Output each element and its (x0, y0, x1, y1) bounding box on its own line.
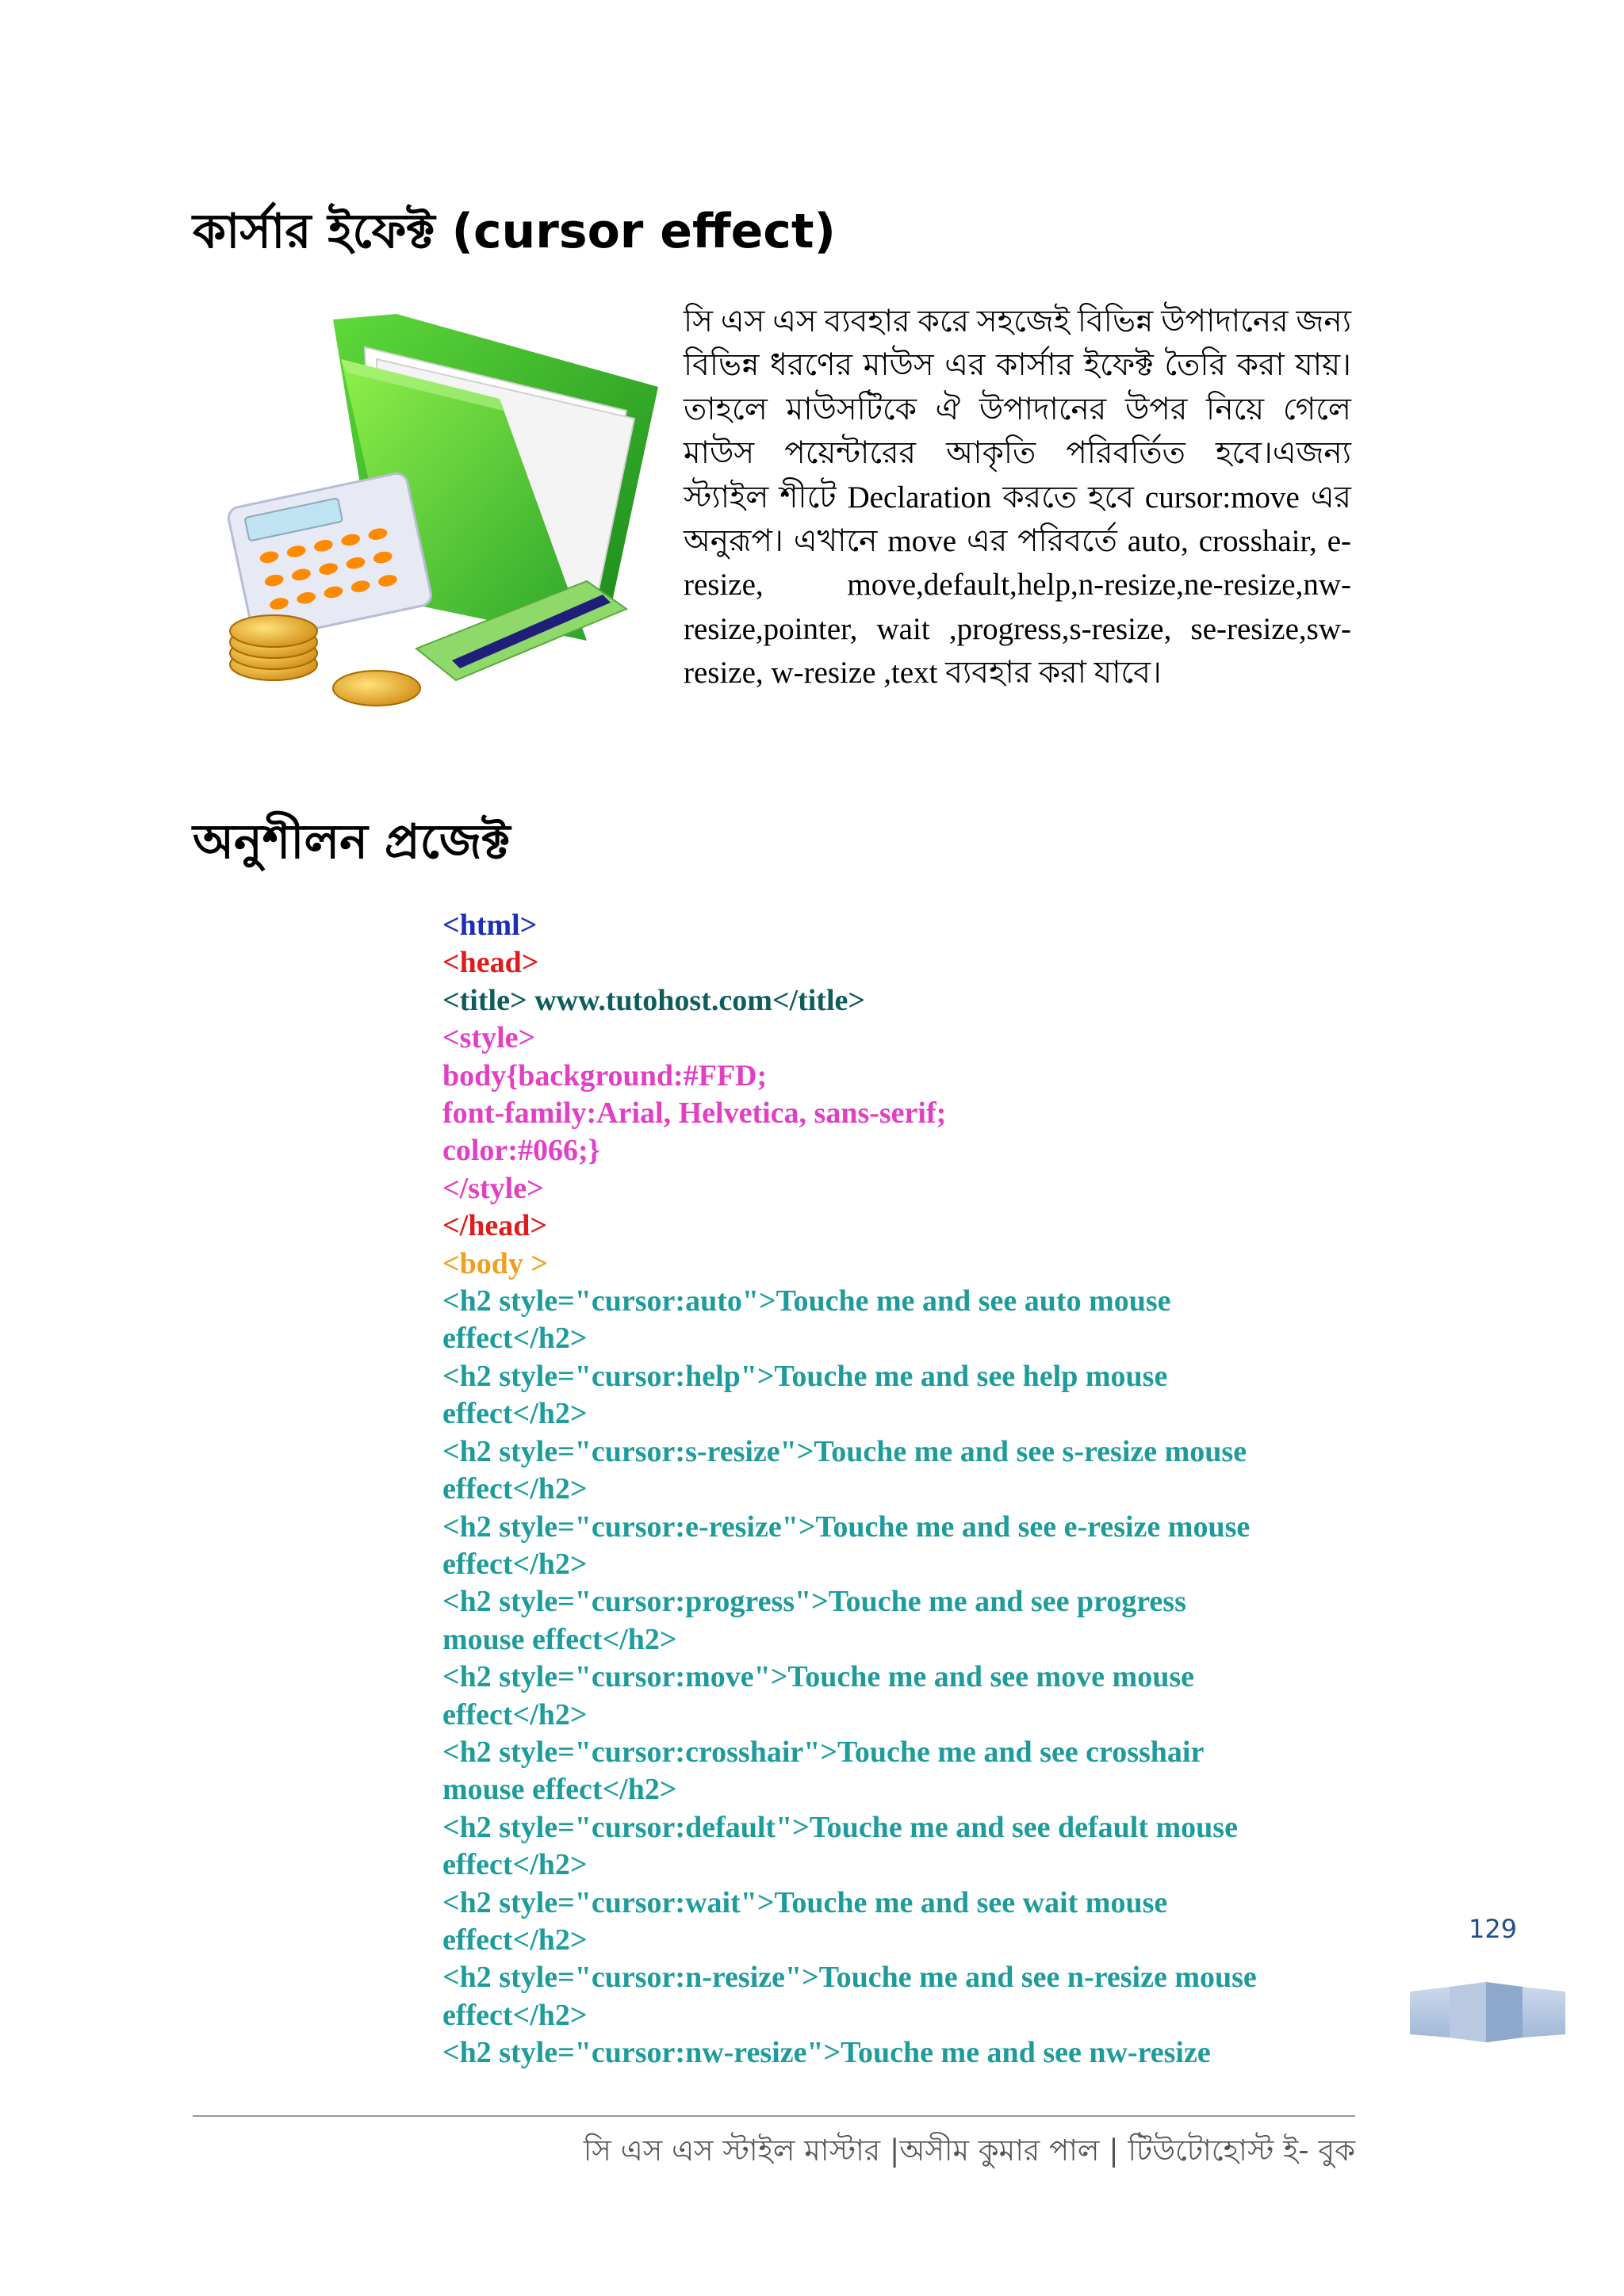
code-line: effect</h2> (442, 1397, 588, 1431)
code-line: effect</h2> (442, 1998, 588, 2032)
code-line: color:#066;} (442, 1134, 600, 1168)
code-line: </style> (442, 1171, 544, 1205)
code-line: <h2 style="cursor:n-resize">Touche me and see n-resize mouse (442, 1961, 1257, 1995)
code-listing (442, 907, 1394, 2072)
code-line: <h2 style="cursor:progress">Touche me and see progress (442, 1585, 1186, 1619)
footer-divider (193, 2115, 1355, 2117)
code-line: effect</h2> (442, 1923, 588, 1957)
section-heading-practice-project: অনুশীলন প্রজেক্ট (193, 814, 511, 870)
code-line: <title> www.tutohost.com</title> (442, 983, 866, 1017)
code-line: </head> (442, 1209, 547, 1243)
page-number: 129 (1469, 1914, 1518, 1944)
code-line: <head> (442, 946, 539, 980)
code-line: <h2 style="cursor:help">Touche me and see help mouse (442, 1359, 1168, 1393)
section-heading-cursor-effect: কার্সার ইফেক্ট (cursor effect) (193, 204, 836, 259)
code-line: effect</h2> (442, 1547, 588, 1581)
code-line: <html> (442, 909, 538, 942)
code-line: <h2 style="cursor:e-resize">Touche me and see e-resize mouse (442, 1510, 1251, 1544)
code-line: <h2 style="cursor:nw-resize">Touche me and see nw-resize (442, 2036, 1211, 2070)
code-line: <style> (442, 1021, 536, 1055)
folder-calculator-coins-icon (214, 300, 672, 728)
code-line: <h2 style="cursor:move">Touche me and see move mouse (442, 1660, 1194, 1694)
footer-text: সি এস এস স্টাইল মাস্টার |অসীম কুমার পাল | টিউটোহোস্ট ই- বুক (583, 2133, 1355, 2168)
code-line: effect</h2> (442, 1848, 588, 1882)
code-line: <body > (442, 1246, 549, 1280)
cursor-effect-paragraph: সি এস এস ব্যবহার করে সহজেই বিভিন্ন উপাদানের জন্য বিভিন্ন ধরণের মাউস এর কার্সার ইফেক্ট তৈরি করা যায়। তাহলে মাউসটিকে ঐ উপাদানের উপর নিয়ে গেলে মাউস পয়েন্টারের আকৃতি পরিবর্তিত হবে।এজন্য স্ট্যাইল শীটে Declaration করতে হবে cursor:move এর অনুরূপ। এখানে move এর পরিবর্তে auto, crosshair, e-resize, move,default,help,n-resize,ne-resize,nw-resize,pointer, wait ,progress,s-resize, se-resize,sw-resize, w-resize ,text ব্যবহার করা যাবে। (684, 304, 1351, 691)
code-line: body{background:#FFD; (442, 1058, 768, 1093)
code-line: <h2 style="cursor:wait">Touche me and see wait mouse (442, 1885, 1168, 1919)
code-line: <h2 style="cursor:default">Touche me and see default mouse (442, 1810, 1238, 1844)
code-line: effect</h2> (442, 1322, 588, 1356)
code-line: font-family:Arial, Helvetica, sans-serif; (442, 1096, 947, 1131)
code-line: mouse effect</h2> (442, 1622, 677, 1656)
code-line: <h2 style="cursor:crosshair">Touche me and see crosshair (442, 1735, 1205, 1769)
code-line: <h2 style="cursor:auto">Touche me and see auto mouse (442, 1284, 1171, 1318)
code-line: mouse effect</h2> (442, 1773, 677, 1807)
code-line: effect</h2> (442, 1472, 588, 1506)
page-tab-icon (1410, 1982, 1565, 2042)
code-line: <h2 style="cursor:s-resize">Touche me and see s-resize mouse (442, 1434, 1247, 1468)
code-line: effect</h2> (442, 1697, 588, 1732)
